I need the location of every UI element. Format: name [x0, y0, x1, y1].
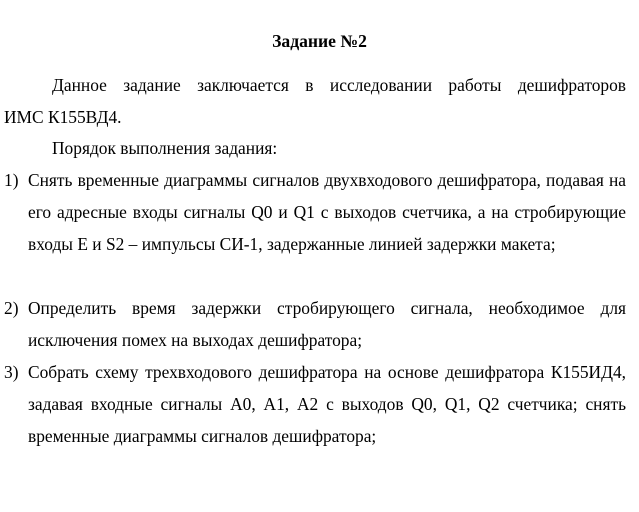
- page-title: Задание №2: [272, 31, 367, 51]
- intro-line-1: Данное задание заключается в исследовании работы дешифраторов: [52, 75, 626, 95]
- intro-paragraph: [4, 69, 626, 133]
- order-heading: Порядок выполнения задания:: [52, 138, 278, 158]
- list-item-number: 1): [4, 170, 19, 190]
- list-item: [0, 164, 626, 292]
- list-item-number: 2): [4, 298, 19, 318]
- list-item-number: 3): [4, 362, 19, 382]
- list-item: [0, 356, 626, 452]
- list-item-text: Собрать схему трехвходового дешифратора на основе дешифратора К155ИД4, задавая входные сигналы А0, А1, А2 с выходов Q0, Q1, Q2 счетчика; снять временные диаграммы сигналов дешифратора;: [28, 362, 626, 446]
- list-item: [0, 292, 626, 356]
- list-item-text: Снять временные диаграммы сигналов двухвходового дешифратора, подавая на его адресные входы сигналы Q0 и Q1 с выходов счетчика, а на стробирующие входы E и S2 – импульсы СИ-1, задержанные линией задержки макета;: [28, 170, 626, 254]
- intro-line-2: ИМС К155ВД4.: [4, 107, 122, 127]
- list-item-text: Определить время задержки стробирующего сигнала, необходимое для исключения помех на выходах дешифратора;: [28, 298, 626, 350]
